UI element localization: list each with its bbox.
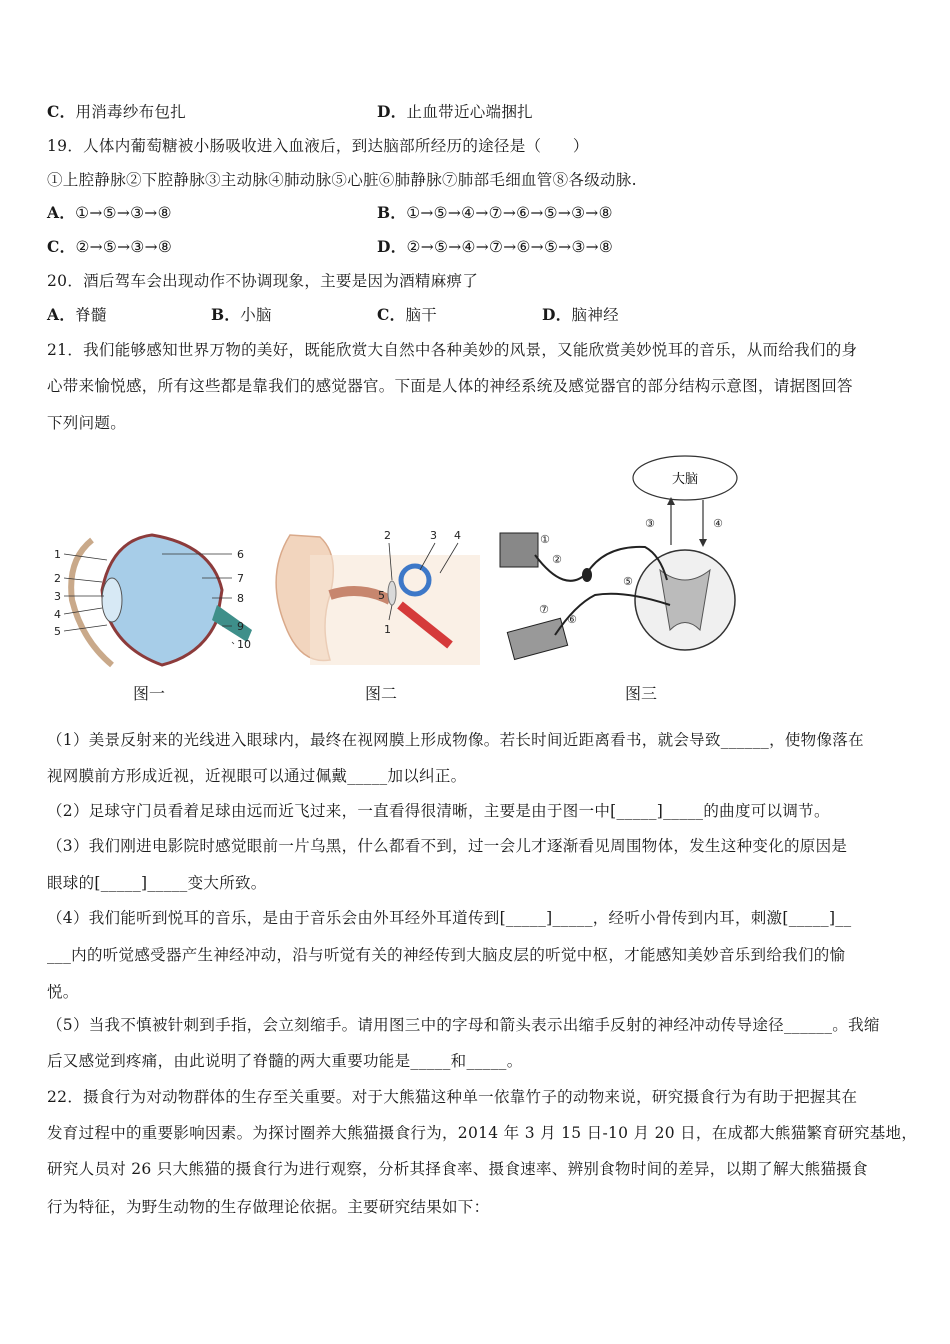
- q20-stem: 20．酒后驾车会出现动作不协调现象，主要是因为酒精麻痹了: [47, 272, 479, 290]
- eye-label-4: 4: [54, 608, 61, 621]
- arc-label-5: ⑤: [623, 575, 633, 588]
- effector-muscle-shape: [507, 618, 567, 659]
- arc-label-7: ⑦: [539, 603, 549, 616]
- reflex-arc-diagram: [495, 455, 745, 670]
- ear-label-4: 4: [454, 529, 461, 542]
- q19-option-d: D．②→⑤→④→⑦→⑥→⑤→③→⑧: [377, 237, 614, 256]
- q21-part1-line1: （1）美景反射来的光线进入眼球内，最终在视网膜上形成物像。若长时间近距离看书，就会导致______，使物像落在: [47, 731, 864, 749]
- eye-label-3: 3: [54, 590, 61, 603]
- q21-part1-line2: 视网膜前方形成近视，近视眼可以通过佩戴_____加以纠正。: [47, 767, 467, 785]
- arc-label-6: ⑥: [567, 613, 577, 626]
- q19-option-b: B．①→⑤→④→⑦→⑥→⑤→③→⑧: [377, 203, 613, 222]
- lens-shape: [102, 578, 122, 622]
- q21-part3-line1: （3）我们刚进电影院时感觉眼前一片乌黑，什么都看不到，过一会儿才逐渐看见周围物体，发生这种变化的原因是: [47, 837, 848, 855]
- eye-label-9: 9: [237, 620, 244, 633]
- fig2-caption: 图二: [365, 684, 398, 703]
- eye-label-2: 2: [54, 572, 61, 585]
- fig3-caption: 图三: [625, 684, 658, 703]
- ear-label-1: 1: [384, 623, 391, 636]
- q22-line2: 发育过程中的重要影响因素。为探讨圈养大熊猫摄食行为，2014 年 3 月 15 日-10 月 20 日，在成都大熊猫繁育研究基地，: [47, 1124, 918, 1142]
- receptor-skin-shape: [500, 533, 538, 567]
- fig1-caption: 图一: [133, 684, 166, 703]
- q20-option-d: D．脑神经: [542, 305, 619, 324]
- q22-line4: 行为特征，为野生动物的生存做理论依据。主要研究结果如下：: [47, 1198, 490, 1216]
- q21-stem-line3: 下列问题。: [47, 414, 127, 432]
- ear-label-5: 5: [378, 589, 385, 602]
- arc-label-1: ①: [540, 533, 550, 546]
- q18-option-d: D．止血带近心端捆扎: [377, 102, 533, 121]
- q21-part4-line2: ___内的听觉感受器产生神经冲动，沿与听觉有关的神经传到大脑皮层的听觉中枢，才能感知美妙音乐到给我们的愉: [47, 946, 846, 964]
- q20-option-b: B．小脑: [211, 305, 272, 324]
- ear-label-2: 2: [384, 529, 391, 542]
- eye-label-1: 1: [54, 548, 61, 561]
- q21-part4-line1: （4）我们能听到悦耳的音乐，是由于音乐会由外耳经外耳道传到[_____]_____，经听小骨传到内耳，刺激[_____]__: [47, 909, 852, 927]
- eye-label-8: 8: [237, 592, 244, 605]
- q19-option-c: C．②→⑤→③→⑧: [47, 237, 173, 256]
- q19-items: ①上腔静脉②下腔静脉③主动脉④肺动脉⑤心脏⑥肺静脉⑦肺部毛细血管⑧各级动脉.: [47, 171, 637, 189]
- q21-part3-line2: 眼球的[_____]_____变大所致。: [47, 874, 267, 892]
- eardrum-shape: [388, 581, 396, 605]
- q21-part2: （2）足球守门员看着足球由远而近飞过来，一直看得很清晰，主要是由于图一中[_____]_____的曲度可以调节。: [47, 802, 830, 820]
- ganglion-shape: [582, 568, 592, 582]
- optic-nerve-shape: [212, 605, 252, 642]
- q21-part5-line2: 后又感觉到疼痛，由此说明了脊髓的两大重要功能是_____和_____。: [47, 1052, 523, 1070]
- q21-part4-line3: 悦。: [47, 983, 79, 1001]
- arc-label-3: ③: [645, 517, 655, 530]
- q20-option-c: C．脑干: [377, 305, 438, 324]
- eye-label-6: 6: [237, 548, 244, 561]
- q19-option-a: A．①→⑤→③→⑧: [47, 203, 172, 222]
- eye-label-7: 7: [237, 572, 244, 585]
- q21-part5-line1: （5）当我不慎被针刺到手指，会立刻缩手。请用图三中的字母和箭头表示出缩手反射的神经冲动传导途径______。我缩: [47, 1016, 880, 1034]
- q22-line3: 研究人员对 26 只大熊猫的摄食行为进行观察，分析其择食率、摄食速率、辨别食物时间的差异，以期了解大熊猫摄食: [47, 1160, 868, 1178]
- arc-label-4: ④: [713, 517, 723, 530]
- q19-stem: 19．人体内葡萄糖被小肠吸收进入血液后，到达脑部所经历的途径是（ ）: [47, 137, 589, 155]
- descending-arrow-head: [699, 539, 707, 547]
- brain-label: 大脑: [671, 472, 699, 487]
- eye-label-5: 5: [54, 625, 61, 638]
- ear-diagram: [270, 525, 480, 675]
- ear-label-3: 3: [430, 529, 437, 542]
- q18-option-c: C．用消毒纱布包扎: [47, 102, 187, 121]
- skin-region: [310, 555, 480, 665]
- q22-line1: 22．摄食行为对动物群体的生存至关重要。对于大熊猫这种单一依靠竹子的动物来说，研究摄食行为有助于把握其在: [47, 1088, 858, 1106]
- q21-stem-line2: 心带来愉悦感，所有这些都是靠我们的感觉器官。下面是人体的神经系统及感觉器官的部分结构示意图，请据图回答: [47, 377, 853, 395]
- q20-option-a: A．脊髓: [47, 305, 107, 324]
- eye-label-10: 10: [237, 638, 251, 651]
- eye-diagram: [52, 530, 262, 675]
- arc-label-2: ②: [552, 553, 562, 566]
- q21-stem-line1: 21．我们能够感知世界万物的美好，既能欣赏大自然中各种美妙的风景，又能欣赏美妙悦耳的音乐，从而给我们的身: [47, 341, 858, 359]
